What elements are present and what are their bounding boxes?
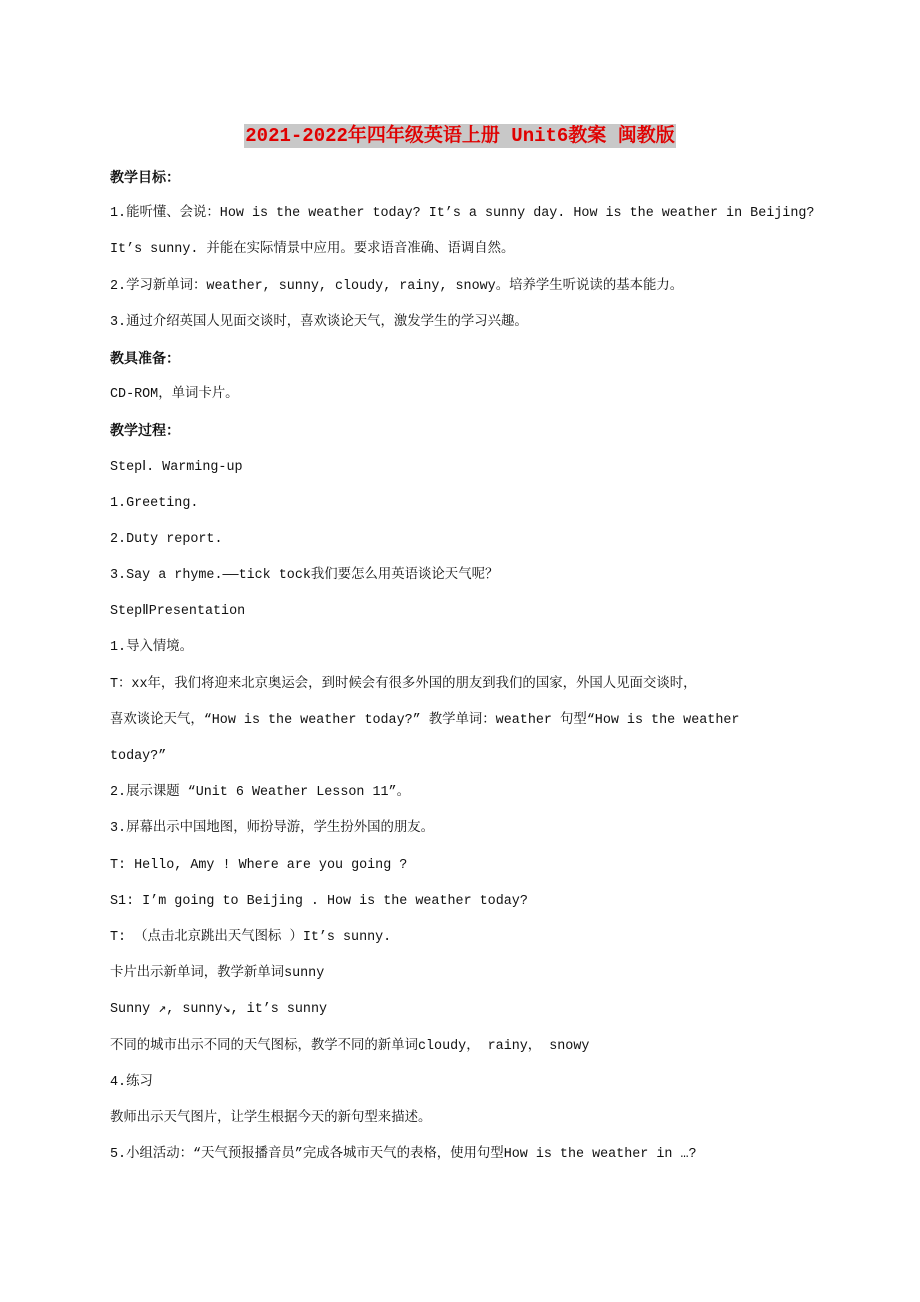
paragraph-line: 不同的城市出示不同的天气图标，教学不同的新单词cloudy， rainy， snowy bbox=[110, 1038, 590, 1054]
document-body bbox=[110, 168, 870, 1181]
paragraph-line: 喜欢谈论天气，“How is the weather today?” 教学单词：weather 句型“How is the weather bbox=[110, 712, 740, 728]
title-container bbox=[0, 124, 920, 148]
paragraph-line: StepⅠ. Warming-up bbox=[110, 459, 243, 475]
paragraph-line: 卡片出示新单词，教学新单词sunny bbox=[110, 966, 325, 982]
paragraph-line: It’s sunny. 并能在实际情景中应用。要求语音准确、语调自然。 bbox=[110, 242, 515, 258]
paragraph-line: T: （点击北京跳出天气图标 ）It’s sunny. bbox=[110, 929, 392, 945]
paragraph-line: StepⅡPresentation bbox=[110, 604, 246, 620]
paragraph-line: 4.练习 bbox=[110, 1074, 153, 1090]
paragraph-line: S1: I’m going to Beijing . How is the weather today? bbox=[110, 893, 528, 909]
paragraph-line: T: Hello, Amy ! Where are you going ? bbox=[110, 857, 408, 873]
paragraph-line: 3.通过介绍英国人见面交谈时，喜欢谈论天气，激发学生的学习兴趣。 bbox=[110, 314, 528, 330]
paragraph-line: 3.Say a rhyme.——tick tock我们要怎么用英语谈论天气呢？ bbox=[110, 568, 499, 584]
section-heading: 教具准备： bbox=[110, 350, 180, 367]
paragraph-line: CD-ROM，单词卡片。 bbox=[110, 387, 239, 403]
paragraph-line: Sunny ↗, sunny↘, it’s sunny bbox=[110, 1002, 328, 1018]
paragraph-line: 5.小组活动：“天气预报播音员”完成各城市天气的表格，使用句型How is the weather in …? bbox=[110, 1147, 697, 1163]
paragraph-line: 2.Duty report. bbox=[110, 531, 223, 547]
paragraph-line: 1.能听懂、会说：How is the weather today? It’s a sunny day. How is the weather in Beijing? bbox=[110, 206, 815, 222]
paragraph-line: 1.导入情境。 bbox=[110, 640, 194, 656]
paragraph-line: 1.Greeting. bbox=[110, 495, 199, 511]
paragraph-line: today?” bbox=[110, 749, 167, 764]
paragraph-line: 教师出示天气图片，让学生根据今天的新句型来描述。 bbox=[110, 1110, 432, 1126]
paragraph-line: 2.学习新单词：weather, sunny, cloudy, rainy, snowy。培养学生听说读的基本能力。 bbox=[110, 278, 684, 294]
document-title: 2021-2022年四年级英语上册 Unit6教案 闽教版 bbox=[245, 125, 675, 147]
paragraph-line: T：xx年，我们将迎来北京奥运会，到时候会有很多外国的朋友到我们的国家，外国人见面交谈时， bbox=[110, 676, 697, 692]
section-heading: 教学过程： bbox=[110, 423, 180, 440]
section-heading: 教学目标： bbox=[110, 170, 180, 186]
paragraph-line: 2.展示课题 “Unit 6 Weather Lesson 11”。 bbox=[110, 785, 410, 801]
paragraph-line: 3.屏幕出示中国地图，师扮导游，学生扮外国的朋友。 bbox=[110, 821, 435, 837]
